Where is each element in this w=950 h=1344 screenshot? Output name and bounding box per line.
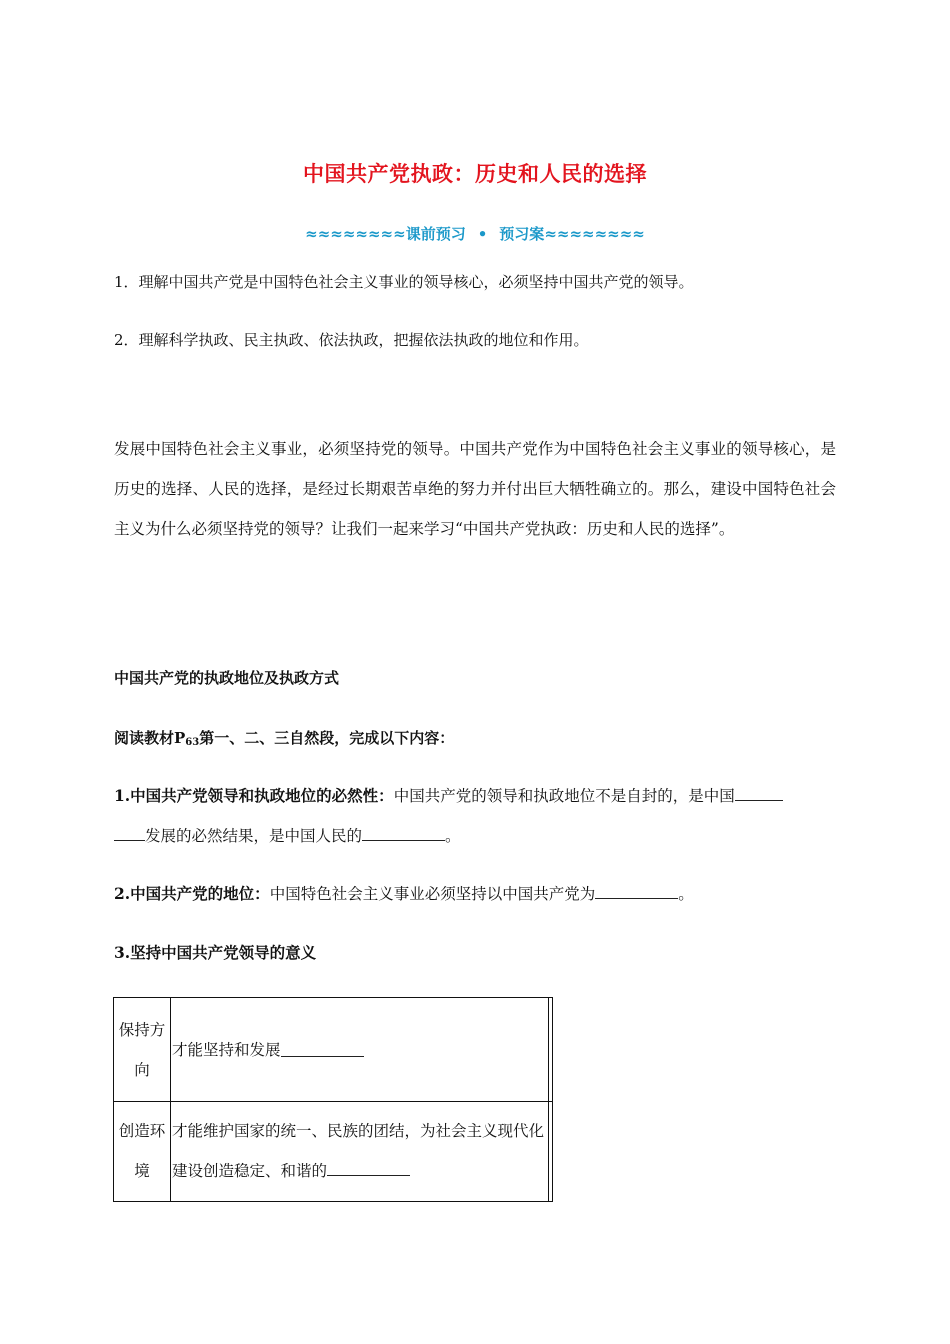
table-row [114, 1101, 552, 1201]
reading-instruction [114, 727, 454, 748]
learning-goal-1: 1．理解中国共产党是中国特色社会主义事业的领导核心，必须坚持中国共产党的领导。 [114, 273, 694, 291]
page-title: 中国共产党执政：历史和人民的选择 [303, 161, 647, 186]
table-row [114, 998, 552, 1102]
answer-blank-1b[interactable] [114, 826, 145, 841]
question-1-label: 1.中国共产党领导和执政地位的必然性： [114, 786, 394, 805]
answer-blank-3b[interactable] [327, 1161, 410, 1176]
question-1-text-a: 中国共产党的领导和执政地位不是自封的，是中国 [393, 787, 735, 805]
answer-blank-2[interactable] [595, 884, 678, 899]
significance-table [113, 997, 553, 1202]
reading-prefix: 阅读教材P [114, 729, 186, 747]
answer-blank-1c[interactable] [362, 826, 445, 841]
table-row-content: 才能坚持和发展 [172, 998, 544, 1101]
answer-blank-1a[interactable] [735, 786, 783, 801]
section-heading: 中国共产党的执政地位及执政方式 [114, 669, 340, 687]
banner-right-decoration: ≈≈≈≈≈≈≈≈ [544, 225, 645, 243]
banner-left-decoration: ≈≈≈≈≈≈≈≈ [305, 225, 406, 243]
question-1-text-b: 发展的必然结果，是中国人民的 [145, 827, 363, 845]
table-row-heading: 创造环境 [114, 1101, 171, 1201]
question-2-text: 中国特色社会主义事业必须坚持以中国共产党为 [269, 885, 596, 903]
question-2 [114, 874, 836, 914]
learning-goal-2: 2．理解科学执政、民主执政、依法执政，把握依法执政的地位和作用。 [114, 331, 589, 349]
question-1-end: 。 [445, 827, 461, 845]
answer-blank-3a[interactable] [281, 1042, 364, 1057]
reading-suffix: 第一、二、三自然段，完成以下内容： [199, 729, 455, 747]
banner-preview-label: 课前预习 [405, 225, 466, 243]
intro-paragraph: 发展中国特色社会主义事业，必须坚持党的领导。中国共产党作为中国特色社会主义事业的领导核心，是历史的选择、人民的选择，是经过长期艰苦卓绝的努力并付出巨大牺牲确立的。那么，建设中国特色社会主义为什么必须坚持党的领导？让我们一起来学习“中国共产党执政：历史和人民的选择”。 [114, 440, 836, 538]
question-2-label: 2.中国共产党的地位： [114, 884, 270, 903]
banner-separator: • [477, 225, 488, 243]
banner-plan-label: 预习案 [499, 225, 545, 243]
question-3-label: 3.坚持中国共产党领导的意义 [114, 943, 317, 962]
table-row-content: 才能维护国家的统一、民族的团结，为社会主义现代化建设创造稳定、和谐的 [172, 1122, 545, 1180]
reading-page-number: 63 [185, 737, 200, 748]
question-2-end: 。 [678, 885, 694, 903]
question-1 [114, 776, 836, 856]
table-row-heading: 保持方向 [114, 998, 171, 1101]
section-banner [0, 223, 950, 244]
